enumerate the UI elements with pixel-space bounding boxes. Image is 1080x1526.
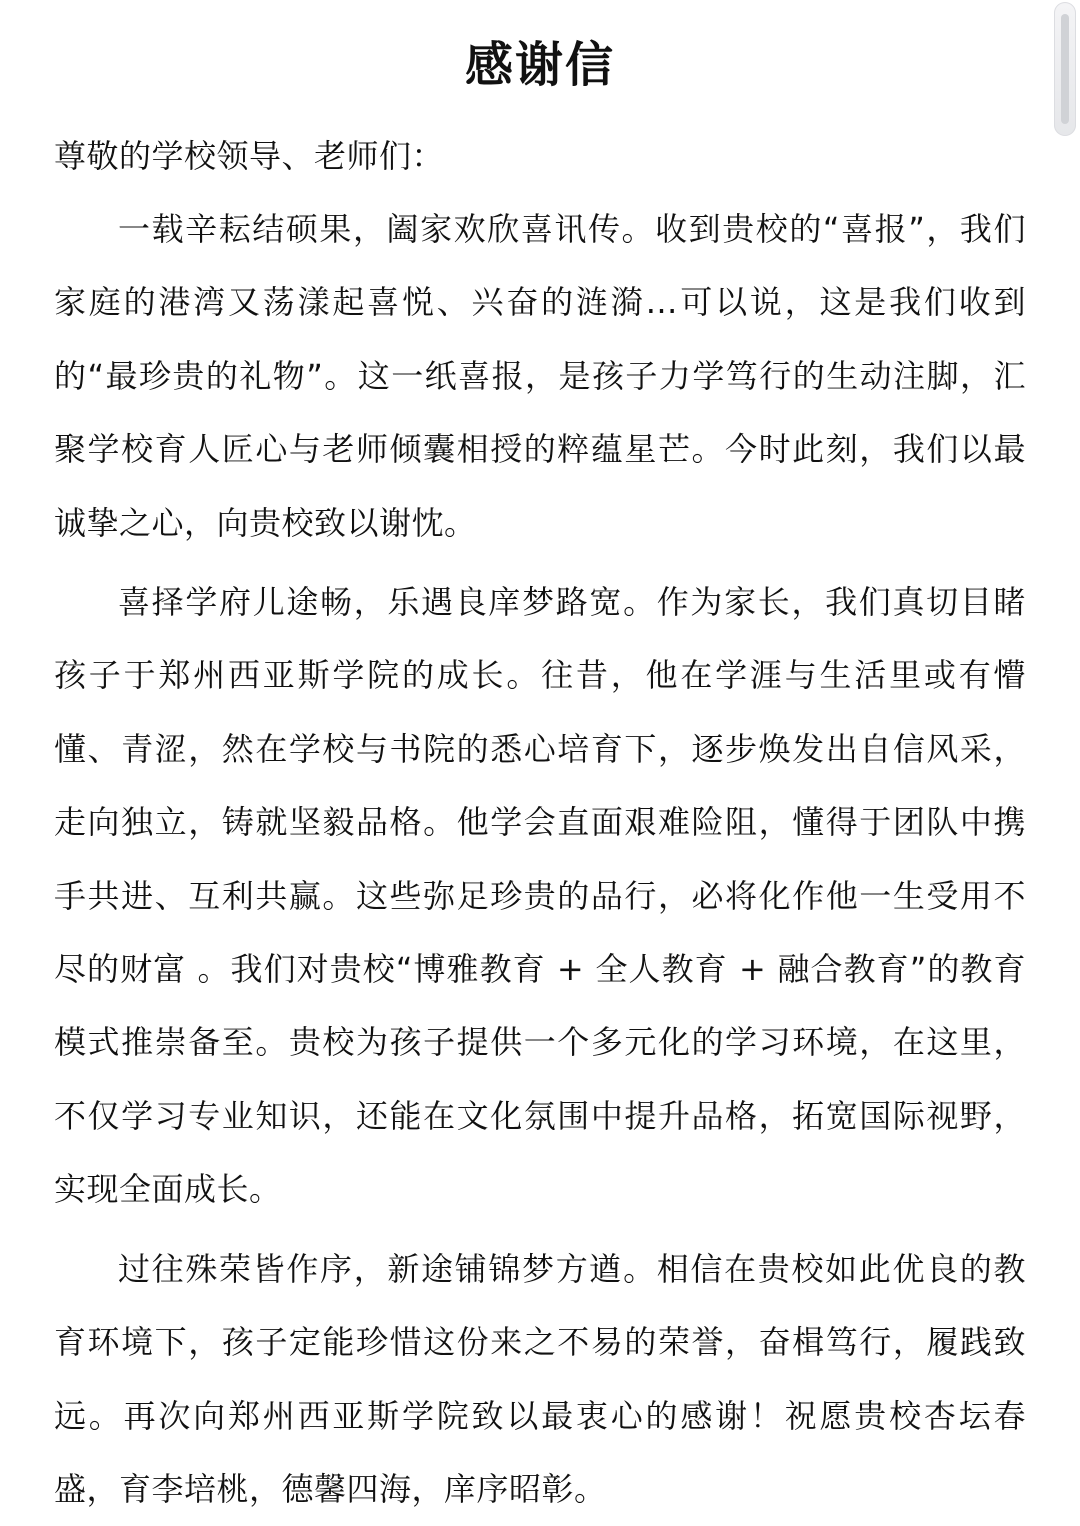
paragraph-3: 过往殊荣皆作序，新途铺锦梦方遒。相信在贵校如此优良的教育环境下，孩子定能珍惜这份来之不易的荣誉，奋楫笃行，履践致远。再次向郑州西亚斯学院致以最衷心的感谢！祝愿贵校杏坛春盛，育李培桃，德馨四海，庠序昭彰。 — [54, 1249, 1026, 1508]
salutation: 尊敬的学校领导、老师们： — [54, 137, 445, 175]
paragraph-2: 喜择学府儿途畅，乐遇良庠梦路宽。作为家长，我们真切目睹孩子于郑州西亚斯学院的成长。往昔，他在学涯与生活里或有懵懂、青涩，然在学校与书院的悉心培育下，逐步焕发出自信风采，走向独立，铸就坚毅品格。他学会直面艰难险阻，懂得于团队中携手共进、互利共赢。这些弥足珍贵的品行，必将化作他一生受用不尽的财富 。我们对贵校“博雅教育 + 全人教育 + 融合教育”的教育模式推崇备至。贵校为孩子提供一个多元化的学习环境，在这里，不仅学习专业知识，还能在文化氛围中提升品格，拓宽国际视野，实现全面成长。 — [54, 583, 1026, 1209]
scrollbar-thumb[interactable] — [1061, 14, 1069, 124]
page-title: 感谢信 — [464, 37, 615, 93]
scrollbar[interactable] — [1054, 2, 1076, 136]
paragraph-1: 一载辛耘结硕果，阖家欢欣喜讯传。收到贵校的“喜报”，我们家庭的港湾又荡漾起喜悦、兴奋的涟漪…可以说，这是我们收到的“最珍贵的礼物”。这一纸喜报，是孩子力学笃行的生动注脚，汇聚学校育人匠心与老师倾囊相授的粹蕴星芒。今时此刻，我们以最诚挚之心，向贵校致以谢忱。 — [54, 210, 1026, 542]
letter-body — [54, 120, 1026, 1526]
